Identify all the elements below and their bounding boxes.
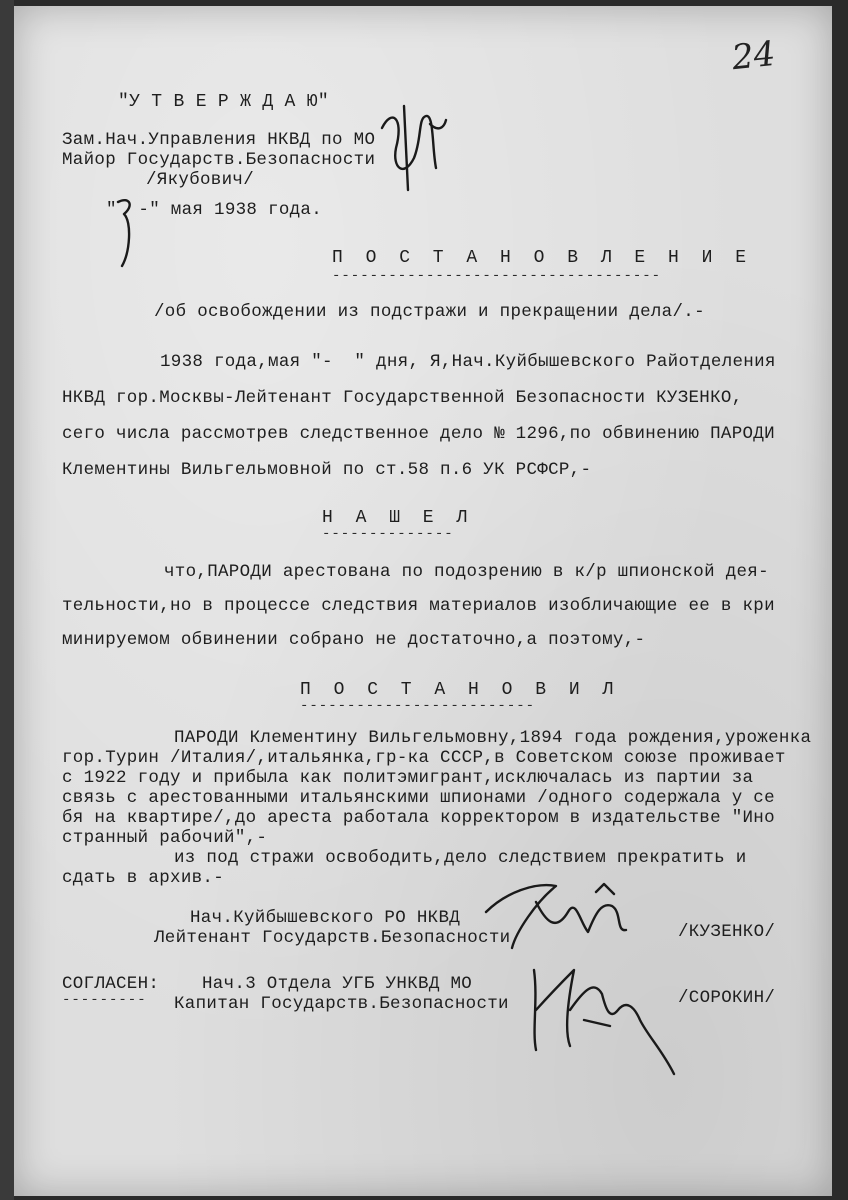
approval-date: " -" мая 1938 года. bbox=[106, 200, 323, 220]
found-line: минируемом обвинении собрано не достаточно,а поэтому,- bbox=[62, 630, 646, 650]
decided-line: с 1922 году и прибыла как политэмигрант,исключалась из партии за bbox=[62, 768, 754, 788]
decided-line: связь с арестованными итальянскими шпионами /одного содержала у се bbox=[62, 788, 775, 808]
document-title: П О С Т А Н О В Л Е Н И Е bbox=[332, 248, 753, 268]
agreed-underline: --------- bbox=[62, 992, 147, 1008]
found-line: тельности,но в процессе следствия материалов изобличающие ее в кри bbox=[62, 596, 775, 616]
decided-heading: П О С Т А Н О В И Л bbox=[300, 680, 620, 700]
intro-line: Клементины Вильгельмовной по ст.58 п.6 УК РСФСР,- bbox=[62, 460, 592, 480]
signatory-position: Нач.Куйбышевского РО НКВД bbox=[190, 908, 461, 928]
agreed-signature bbox=[514, 950, 684, 1080]
found-line: что,ПАРОДИ арестована по подозрению в к/р шпионской дея- bbox=[164, 562, 769, 582]
approval-rank: Майор Государств.Безопасности bbox=[62, 150, 376, 170]
found-underline: -------------- bbox=[322, 526, 454, 542]
decided-line: странный рабочий",- bbox=[62, 828, 268, 848]
date-day-handwritten bbox=[110, 192, 150, 272]
document-subtitle: /об освобождении из подстражи и прекращении дела/.- bbox=[154, 302, 705, 322]
decided-line: ПАРОДИ Клементину Вильгельмовну,1894 года рождения,уроженка bbox=[174, 728, 812, 748]
document-page bbox=[14, 6, 832, 1196]
approval-name: /Якубович/ bbox=[146, 170, 255, 190]
decided-underline: ------------------------- bbox=[300, 698, 536, 714]
decided-line: из под стражи освободить,дело следствием прекратить и bbox=[174, 848, 747, 868]
found-heading: Н А Ш Е Л bbox=[322, 508, 474, 528]
title-underline: ----------------------------------- bbox=[332, 268, 662, 284]
intro-line: 1938 года,мая "- " дня, Я,Нач.Куйбышевского Райотделения bbox=[160, 352, 776, 372]
signatory-name: /КУЗЕНКО/ bbox=[678, 922, 776, 942]
intro-line: НКВД гор.Москвы-Лейтенант Государственной Безопасности КУЗЕНКО, bbox=[62, 388, 743, 408]
decided-line: гор.Турин /Италия/,итальянка,гр-ка СССР,в Советском союзе проживает bbox=[62, 748, 786, 768]
approval-signature bbox=[374, 98, 454, 198]
scan-edge bbox=[0, 0, 14, 1200]
decided-line: бя на квартире/,до ареста работала корректором в издательстве "Ино bbox=[62, 808, 775, 828]
signatory-rank: Лейтенант Государств.Безопасности bbox=[154, 928, 511, 948]
agreed-name: /СОРОКИН/ bbox=[678, 988, 776, 1008]
approval-heading: "У Т В Е Р Ж Д А Ю" bbox=[118, 92, 329, 112]
signatory-signature bbox=[476, 872, 646, 962]
page-number: 24 bbox=[730, 33, 778, 79]
intro-line: сего числа рассмотрев следственное дело № 1296,по обвинению ПАРОДИ bbox=[62, 424, 775, 444]
approval-position: Зам.Нач.Управления НКВД по МО bbox=[62, 130, 376, 150]
agreed-label: СОГЛАСЕН: bbox=[62, 974, 160, 994]
decided-line: сдать в архив.- bbox=[62, 868, 225, 888]
agreed-rank: Капитан Государств.Безопасности bbox=[174, 994, 509, 1014]
agreed-position: Нач.3 Отдела УГБ УНКВД МО bbox=[202, 974, 473, 994]
